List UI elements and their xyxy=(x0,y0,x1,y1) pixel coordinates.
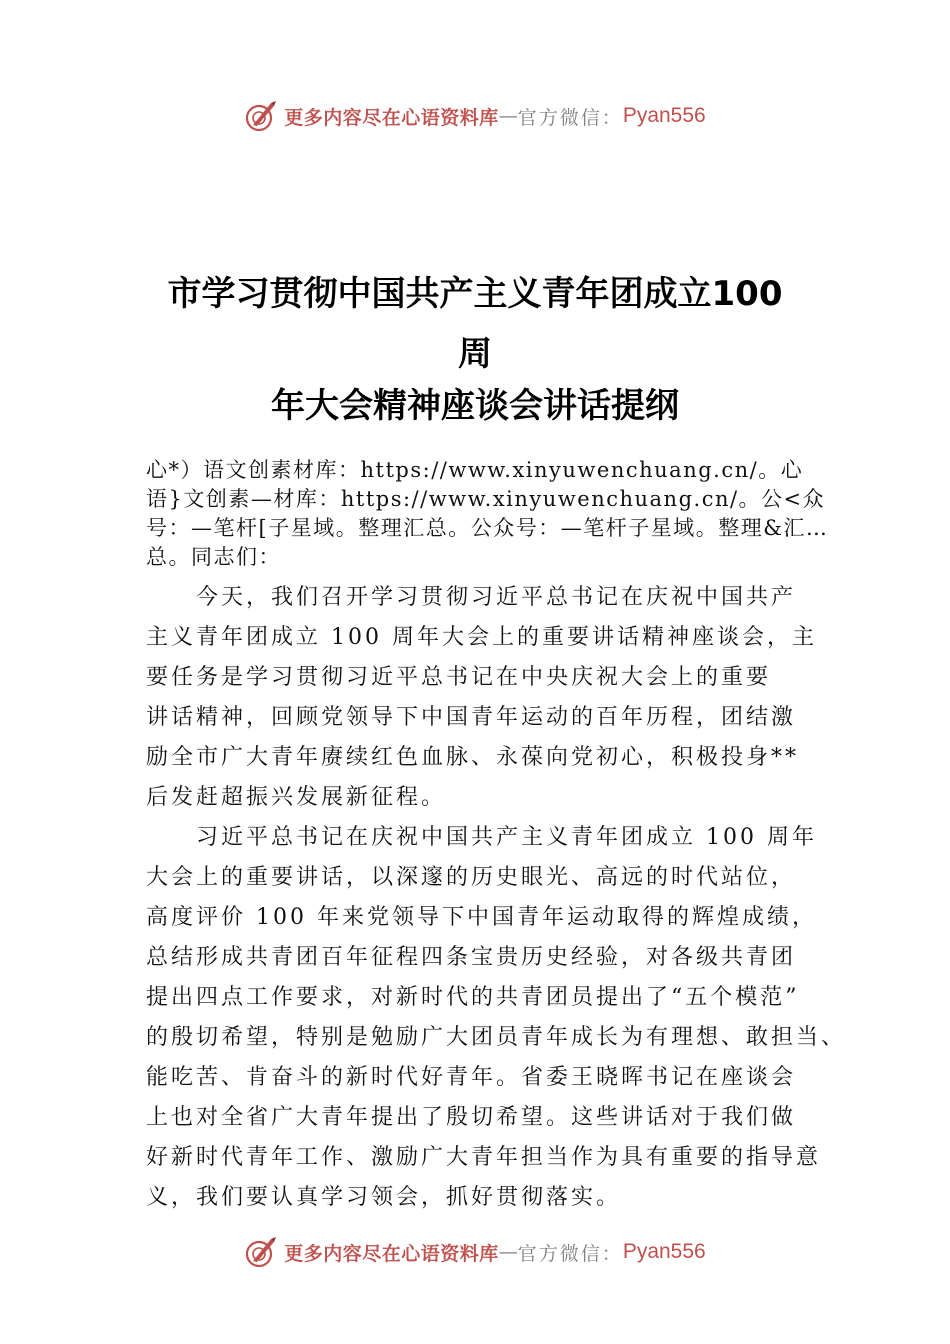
text-line: 要任务是学习贯彻习近平总书记在中央庆祝大会上的重要 xyxy=(146,665,772,690)
text-line: 上也对全省广大青年提出了殷切希望。这些讲话对于我们做 xyxy=(146,1105,797,1130)
text-line: 高度评价 100 年来党领导下中国青年运动取得的辉煌成绩， xyxy=(146,905,817,930)
footer-banner xyxy=(0,1232,950,1272)
paragraph-2 xyxy=(146,818,847,1218)
wechat-label: 官方微信： xyxy=(517,1242,623,1265)
text-line: 主义青年团成立 100 周年大会上的重要讲话精神座谈会，主 xyxy=(146,625,817,650)
paragraph-1 xyxy=(146,578,836,818)
quill-pen-circle-icon xyxy=(244,1235,278,1269)
site-name: 更多内容尽在心语资料库 xyxy=(284,1242,499,1265)
document-title-line-3: 年大会精神座谈会讲话提纲 xyxy=(271,386,679,426)
separator: — xyxy=(498,1241,518,1263)
text-line: 习近平总书记在庆祝中国共产主义青年团成立 100 周年 xyxy=(196,825,817,850)
text-line: 好新时代青年工作、激励广大青年担当作为具有重要的指导意 xyxy=(146,1145,822,1170)
text-line: 总结形成共青团百年征程四条宝贵历史经验，对各级共青团 xyxy=(146,945,797,970)
quill-pen-circle-icon xyxy=(244,99,278,133)
text-line: 讲话精神，回顾党领导下中国青年运动的百年历程，团结激 xyxy=(146,705,797,730)
document-title-line-2: 周 xyxy=(458,334,492,374)
text-line: 后发赶超振兴发展新征程。 xyxy=(146,785,447,810)
wechat-label: 官方微信： xyxy=(517,106,623,129)
separator: — xyxy=(498,105,518,127)
text-line: 大会上的重要讲话，以深邃的历史眼光、高远的时代站位， xyxy=(146,865,797,890)
text-line: 义，我们要认真学习领会，抓好贯彻落实。 xyxy=(146,1185,622,1210)
wechat-id: Pyan556 xyxy=(622,104,706,127)
text-line: 提出四点工作要求，对新时代的共青团员提出了“五个模范” xyxy=(146,985,800,1010)
site-name: 更多内容尽在心语资料库 xyxy=(284,106,499,129)
document-title-line-1: 市学习贯彻中国共产主义青年团成立100 xyxy=(167,274,783,314)
text-line: 今天，我们召开学习贯彻习近平总书记在庆祝中国共产 xyxy=(196,585,797,610)
document-body xyxy=(146,456,847,1218)
text-line: 能吃苦、肯奋斗的新时代好青年。省委王晓晖书记在座谈会 xyxy=(146,1065,797,1090)
wechat-id: Pyan556 xyxy=(622,1240,706,1263)
text-line: 励全市广大青年赓续红色血脉、永葆向党初心，积极投身** xyxy=(146,745,800,770)
source-note: 心*）语文创素材库：https://www.xinyuwenchuang.cn/。心语}文创素—材库：https://www.xinyuwenchuang.cn/。公<众号：—笔杆[子星域。整理汇总。公众号：—笔杆子星域。整理&汇…总。同志们： xyxy=(146,458,829,569)
text-line: 的殷切希望，特别是勉励广大团员青年成长为有理想、敢担当、 xyxy=(146,1025,847,1050)
header-banner xyxy=(0,96,950,136)
